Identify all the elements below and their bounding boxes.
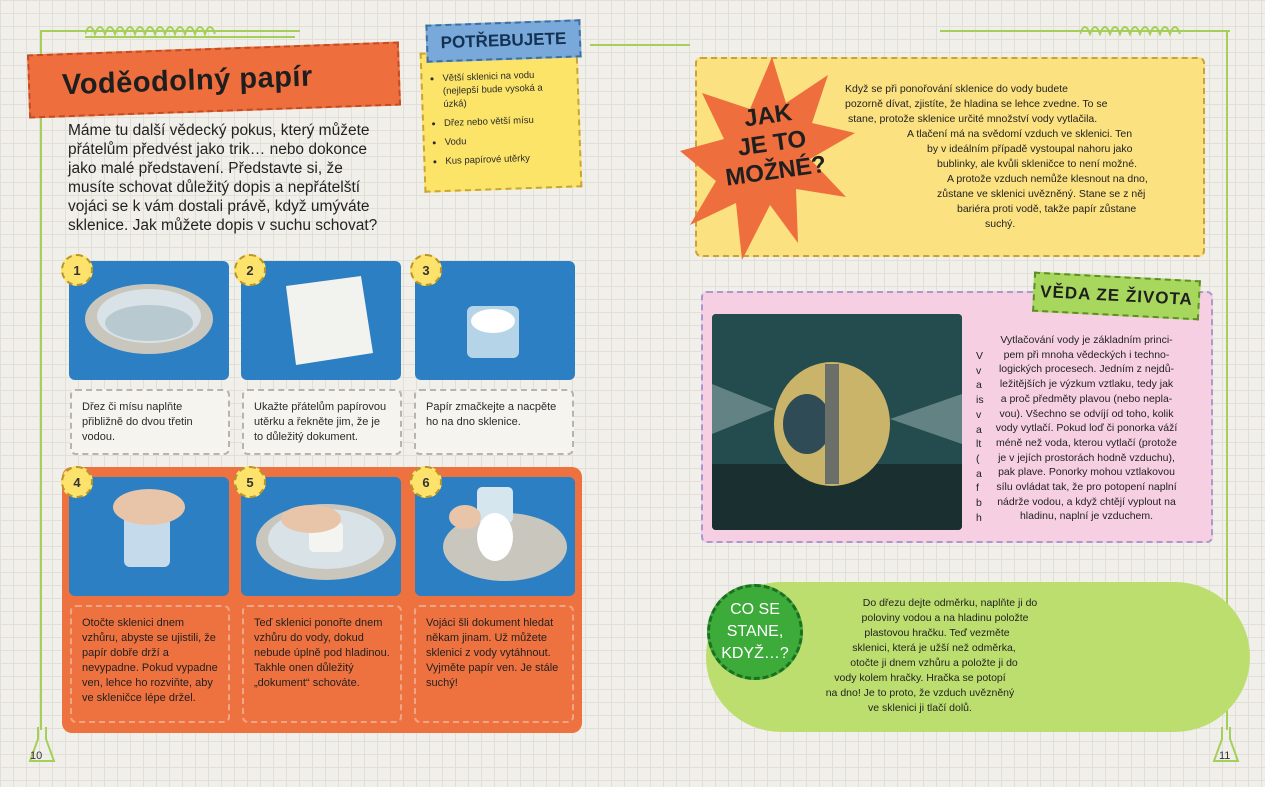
peek-letter: v <box>976 364 982 377</box>
peek-letter: b <box>976 497 982 510</box>
step-number-2: 2 <box>234 254 266 286</box>
life-line: sílu ovládat tak, že pro potopení naplní <box>996 481 1177 494</box>
how-line: bariéra proti vodě, takže papír zůstane <box>957 203 1137 215</box>
dry-paper-image <box>415 477 575 596</box>
step-caption-5: Teď sklenici ponořte dnem vzhůru do vody, dokud nebude úplně pod hladinou. Takhle onen důležitý „dokument“ schováte. <box>242 605 402 723</box>
frame-line-top-mid <box>590 44 690 46</box>
step-photo-4 <box>69 477 229 596</box>
needs-item: • Kus papírové utěrky <box>445 151 569 168</box>
coil-decoration-right <box>1080 22 1220 36</box>
what-line: sklenici, která je užší než odměrka, <box>852 642 1016 654</box>
step-caption-2: Ukažte přátelům papírovou utěrku a řekněte jim, že je to důležitý dokument. <box>242 389 402 455</box>
life-line: a proč předměty plavou (nebo nepla- <box>1000 392 1173 405</box>
needs-heading: POTŘEBUJETE <box>425 19 581 62</box>
intro-text: Máme tu další vědecký pokus, který můžete přátelům předvést jako trik… nebo dokonce jako malé představení. Představte si, že musíte schovat důležitý dopis a nepřátelští vojáci se k vám dostali právě, když umýváte sklenice. Jak můžete dopis v suchu schovat? <box>68 122 378 234</box>
coil-icon <box>85 22 295 36</box>
life-line: je v jejích prostorách hodně vzduchu), <box>998 451 1175 464</box>
life-text <box>984 333 1189 524</box>
how-line: suchý. <box>985 218 1016 230</box>
life-line: hladinu, naplní je vzduchem. <box>1019 510 1154 523</box>
step-number-6: 6 <box>410 466 442 498</box>
submarine-photo <box>712 314 962 530</box>
coil-icon <box>1080 22 1220 36</box>
needs-list <box>432 68 569 169</box>
how-line: by v ideálním případě vystoupal nahoru jako <box>927 143 1133 155</box>
bowl-image <box>69 261 229 380</box>
page-number-right: 11 <box>1219 750 1231 762</box>
how-line: stane, protože sklenice určité množství vody vytlačila. <box>848 113 1098 125</box>
peek-letter: a <box>976 423 982 436</box>
needs-item: • Vodu <box>445 132 569 149</box>
step-caption-3: Papír zmačkejte a nacpěte ho na dno sklenice. <box>414 389 574 455</box>
how-heading-line: JE TO <box>735 125 808 162</box>
how-heading-line: MOŽNÉ? <box>723 150 828 192</box>
step-number-5: 5 <box>234 466 266 498</box>
what-line: vody kolem hračky. Hračka se potopí <box>834 672 1006 684</box>
needs-box <box>420 47 583 192</box>
life-line: pem při mnoha vědeckých i techno- <box>1003 348 1170 361</box>
life-line: ležitějších je výzkum vztlaku, tedy jak <box>999 378 1174 391</box>
life-line: pak plave. Ponorky mohou vztlakovou <box>998 466 1175 479</box>
peek-letter: V <box>976 350 984 362</box>
peek-letter: is <box>976 394 984 407</box>
how-text <box>845 82 1190 232</box>
paper-towel-image <box>241 261 401 380</box>
step-photo-5 <box>241 477 401 596</box>
what-if-text <box>760 596 1080 716</box>
step-caption-6: Vojáci šli dokument hledat někam jinam. Už můžete sklenici z vody vytáhnout. Vyjměte papír ven. Je stále suchý! <box>414 605 574 723</box>
what-line: plastovou hračku. Teď vezměte <box>864 627 1010 639</box>
what-line: ve sklenici ji tlačí dolů. <box>868 702 972 714</box>
step-photo-6 <box>415 477 575 596</box>
how-heading-line: JAK <box>742 99 794 133</box>
life-line: méně než voda, kterou vytlačí (protože <box>996 436 1177 449</box>
needs-item: • Větší sklenici na vodu (nejlepší bude vysoká a úzká) <box>442 68 567 111</box>
what-line: na dno! Je to proto, že vzduch uvězněný <box>825 687 1015 699</box>
peek-letter: ( <box>976 452 980 465</box>
how-heading <box>707 94 838 194</box>
life-line: vody vytlačí. Pokud loď či ponorka váží <box>995 422 1178 435</box>
how-line: A tlačení má na svědomí vzduch ve sklenici. Ten <box>907 128 1133 140</box>
life-line: Vytlačování vody je základním princi- <box>1000 334 1173 346</box>
page-number-left: 10 <box>30 750 43 762</box>
step-caption-4: Otočte sklenici dnem vzhůru, abyste se ujistili, že papír dobře drží a nevypadne. Pokud vypadne ven, lehce ho rozviňte, aby ve skleničce lépe držel. <box>70 605 230 723</box>
how-line: Když se při ponořování sklenice do vody budete <box>845 83 1068 95</box>
step-caption-1: Dřez či mísu naplňte přibližně do dvou třetin vodou. <box>70 389 230 455</box>
frame-line-left <box>40 30 42 730</box>
life-line: nádrže vodou, a když chtějí vyplout na <box>997 495 1176 508</box>
life-line: logických procesech. Jedním z nejdů- <box>998 363 1175 376</box>
how-line: A protože vzduch nemůže klesnout na dno, <box>947 173 1148 185</box>
coil-decoration-left <box>85 22 295 38</box>
peek-letter: a <box>976 379 982 392</box>
page-title: Voděodolný papír <box>61 60 314 101</box>
what-if-heading: CO SE STANE, KDYŽ…? <box>707 584 803 680</box>
glass-in-bowl-image <box>241 477 401 596</box>
life-line: vou). Všechno se odvíjí od toho, kolik <box>999 407 1174 420</box>
peek-letter: a <box>976 467 982 480</box>
life-heading: VĚDA ZE ŽIVOTA <box>1032 272 1201 321</box>
step-number-3: 3 <box>410 254 442 286</box>
peek-letter: h <box>976 511 982 524</box>
glass-upside-down-image <box>69 477 229 596</box>
peek-letter: f <box>976 482 979 495</box>
what-line: Do dřezu dejte odměrku, naplňte ji do <box>862 597 1038 609</box>
step-number-1: 1 <box>61 254 93 286</box>
peek-letter: v <box>976 408 982 421</box>
step-photo-1 <box>69 261 229 380</box>
how-line: pozorně dívat, zjistíte, že hladina se lehce zvedne. To se <box>845 98 1108 110</box>
what-line: poloviny vodou a na hladinu položte <box>861 612 1029 624</box>
title-banner <box>27 42 401 119</box>
needs-item: • Dřez nebo větší mísu <box>444 113 568 130</box>
how-line: zůstane ve sklenici uvězněný. Stane se z něj <box>937 188 1146 200</box>
how-line: bublinky, ale kvůli skleničce to není možné. <box>937 158 1137 170</box>
step-photo-2 <box>241 261 401 380</box>
step-number-4: 4 <box>61 466 93 498</box>
what-line: otočte ji dnem vzhůru a položte ji do <box>850 657 1018 669</box>
submarine-image <box>712 314 962 530</box>
peek-letter: lt <box>976 438 982 451</box>
